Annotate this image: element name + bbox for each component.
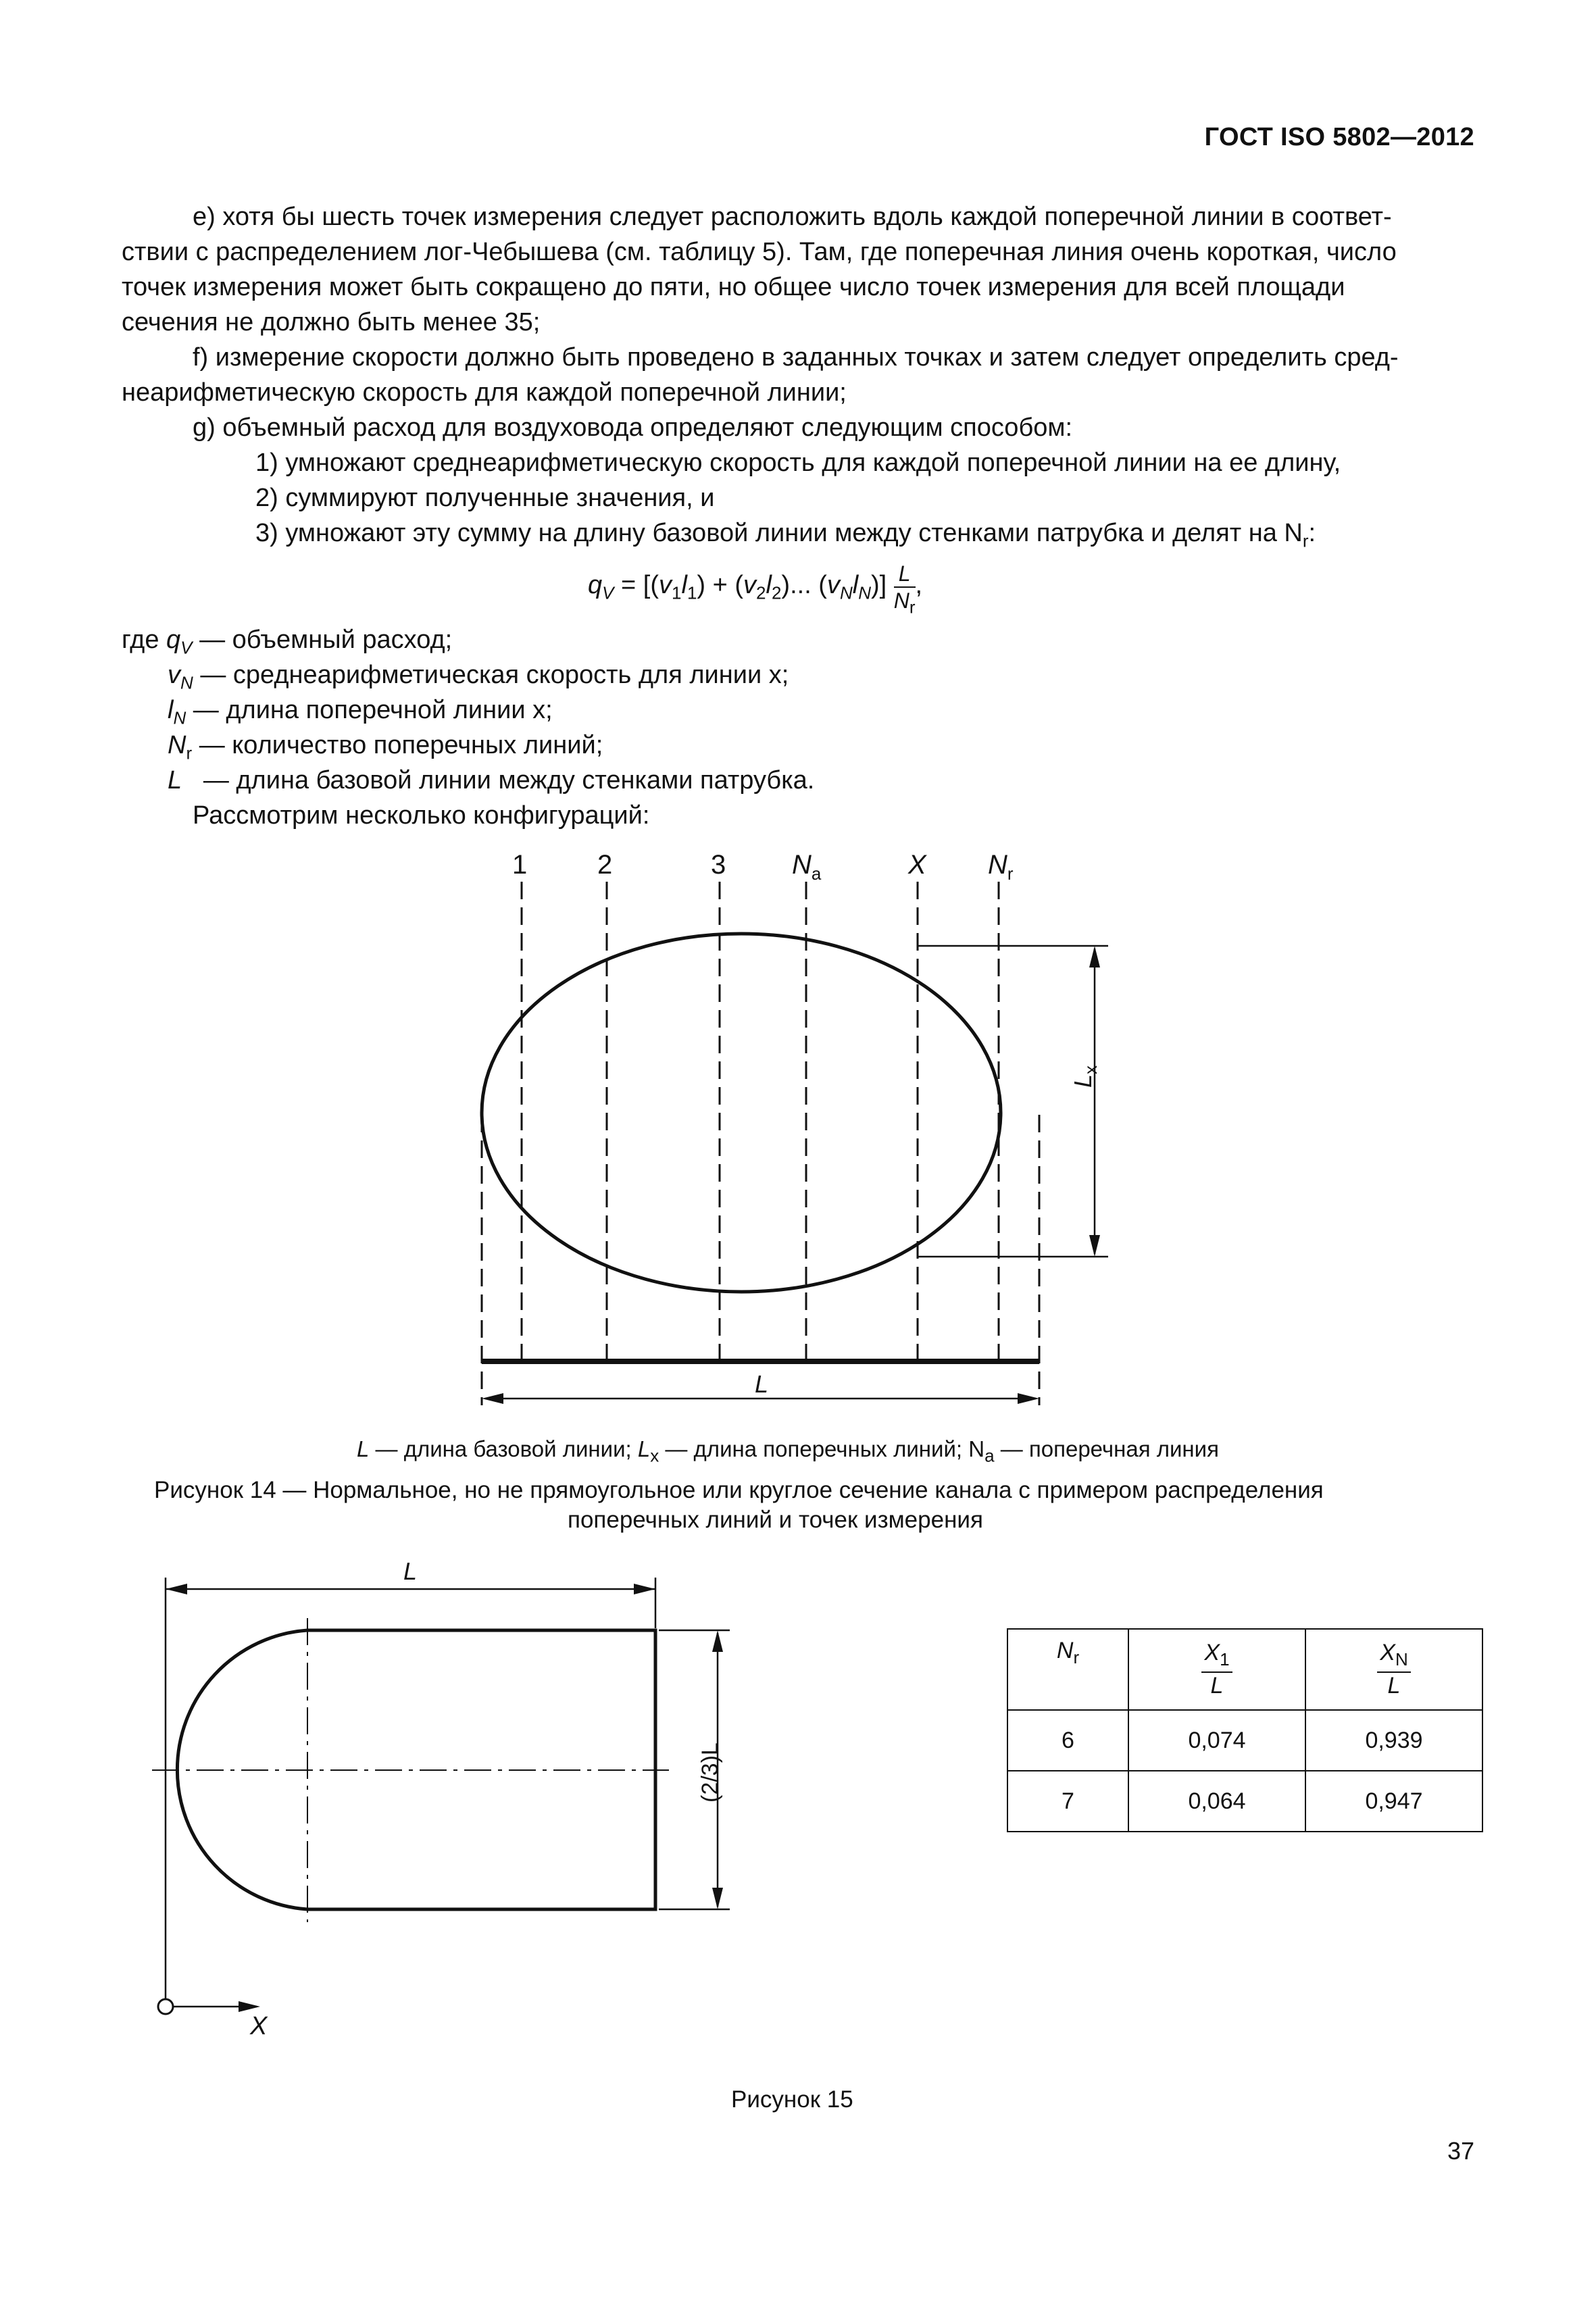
log-chebyshev-table — [1007, 1628, 1483, 1832]
item-g-line-1: g) объемный расход для воздуховода определяют следующим способом: — [193, 413, 1073, 442]
traverse-lines — [482, 882, 1039, 1405]
item-f-line-1: f) измерение скорости должно быть проведено в заданных точках и затем следует определить сред- — [193, 343, 1399, 372]
figure-14-legend: L — длина базовой линии; $L_x$ — длина поперечных линий; $N_a$ — поперечная линия — [357, 1436, 1219, 1466]
formula-fraction: $\frac{L}{N_r}$ — [893, 561, 916, 618]
fig15-origin-marker — [158, 1999, 173, 2014]
lx-label: $L_x$ — [1069, 1065, 1101, 1088]
fig15-top-arrow-left — [166, 1584, 187, 1594]
item-e-line-1: е) хотя бы шесть точек измерения следует расположить вдоль каждой поперечной линии в соответ- — [193, 203, 1392, 231]
configurations-intro: Рассмотрим несколько конфигураций: — [193, 801, 650, 830]
lx-arrow-top — [1089, 946, 1100, 967]
lx-arrow-bottom — [1089, 1235, 1100, 1257]
item-g-step-2: 2) суммируют полученные значения, и — [255, 484, 715, 512]
figure-14-caption-line-2: поперечных линий и точек измерения — [568, 1507, 983, 1533]
item-e-line-3: точек измерения может быть сокращено до пяти, но общее число точек измерения для всей площади — [122, 273, 1345, 301]
base-dim-arrow-left — [482, 1393, 503, 1404]
table-cell-xn: 0,947 — [1305, 1771, 1482, 1832]
table-header-nr: $N_r$ — [1007, 1629, 1128, 1710]
legend-row-l: L — длина базовой линии между стенками патрубка. — [168, 766, 815, 795]
page-number: 37 — [1447, 2137, 1474, 2165]
flow-formula: $q_V = [(v_1l_1) + (v_2l_2)$... $(v_Nl_N)$] $\frac{L}{N_r}$ , — [588, 561, 922, 620]
traverse-label-na: $N_a$ — [792, 850, 822, 884]
item-e-line-4: сечения не должно быть менее 35; — [122, 308, 541, 336]
traverse-label-2: 2 — [597, 850, 613, 880]
table-cell-xn: 0,939 — [1305, 1710, 1482, 1771]
fig15-x-axis-label: X — [250, 2012, 268, 2040]
table-header-row — [1007, 1629, 1482, 1710]
duct-section-ellipse — [482, 934, 1001, 1292]
fig15-top-label: L — [403, 1557, 418, 1585]
legend-row-vn: $v_N$ — среднеарифметическая скорость для линии x; — [168, 661, 789, 693]
traverse-label-3: 3 — [711, 850, 726, 880]
table-row — [1007, 1771, 1482, 1832]
item-g-step-3: 3) умножают эту сумму на длину базовой линии между стенками патрубка и делят на $N_r$: — [255, 519, 1316, 551]
fig15-height-label: (2/3)L — [697, 1742, 723, 1803]
base-dim-arrow-right — [1018, 1393, 1039, 1404]
item-f-line-2: неарифметическую скорость для каждой поперечной линии; — [122, 378, 847, 407]
table-cell-nr: 7 — [1007, 1771, 1128, 1832]
table-header-xn: $\frac{X_N}{L}$ — [1305, 1629, 1482, 1710]
traverse-label-nr: $N_r$ — [988, 850, 1014, 884]
fig15-top-arrow-right — [634, 1584, 655, 1594]
table-cell-nr: 6 — [1007, 1710, 1128, 1771]
item-e-line-2: ствии с распределением лог-Чебышева (см. таблицу 5). Там, где поперечная линия очень короткая, число — [122, 238, 1397, 266]
document-header: ГОСТ ISO 5802—2012 — [1204, 123, 1474, 151]
base-length-label: L — [755, 1370, 769, 1398]
traverse-label-x: X — [908, 850, 926, 880]
legend-row-nr: $N_r$ — количество поперечных линий; — [168, 731, 603, 763]
figure-14-caption-line-1: Рисунок 14 — Нормальное, но не прямоугольное или круглое сечение канала с примером распределения — [154, 1477, 1324, 1503]
fig15-x-axis-arrow — [239, 2001, 260, 2012]
legend-row-ln: $l_N$ — длина поперечной линии x; — [168, 696, 553, 728]
table-header-x1: $\frac{X_1}{L}$ — [1128, 1629, 1305, 1710]
table-cell-x1: 0,074 — [1128, 1710, 1305, 1771]
table-cell-x1: 0,064 — [1128, 1771, 1305, 1832]
item-g-step-1: 1) умножают среднеарифметическую скорость для каждой поперечной линии на ее длину, — [255, 449, 1341, 477]
fig15-height-arrow-bottom — [712, 1888, 723, 1909]
legend-row-qv: где $q_V$ — объемный расход; — [122, 626, 453, 658]
table-row — [1007, 1710, 1482, 1771]
fig15-height-arrow-top — [712, 1630, 723, 1652]
traverse-label-1: 1 — [512, 850, 528, 880]
figure-15-caption: Рисунок 15 — [731, 2086, 853, 2113]
